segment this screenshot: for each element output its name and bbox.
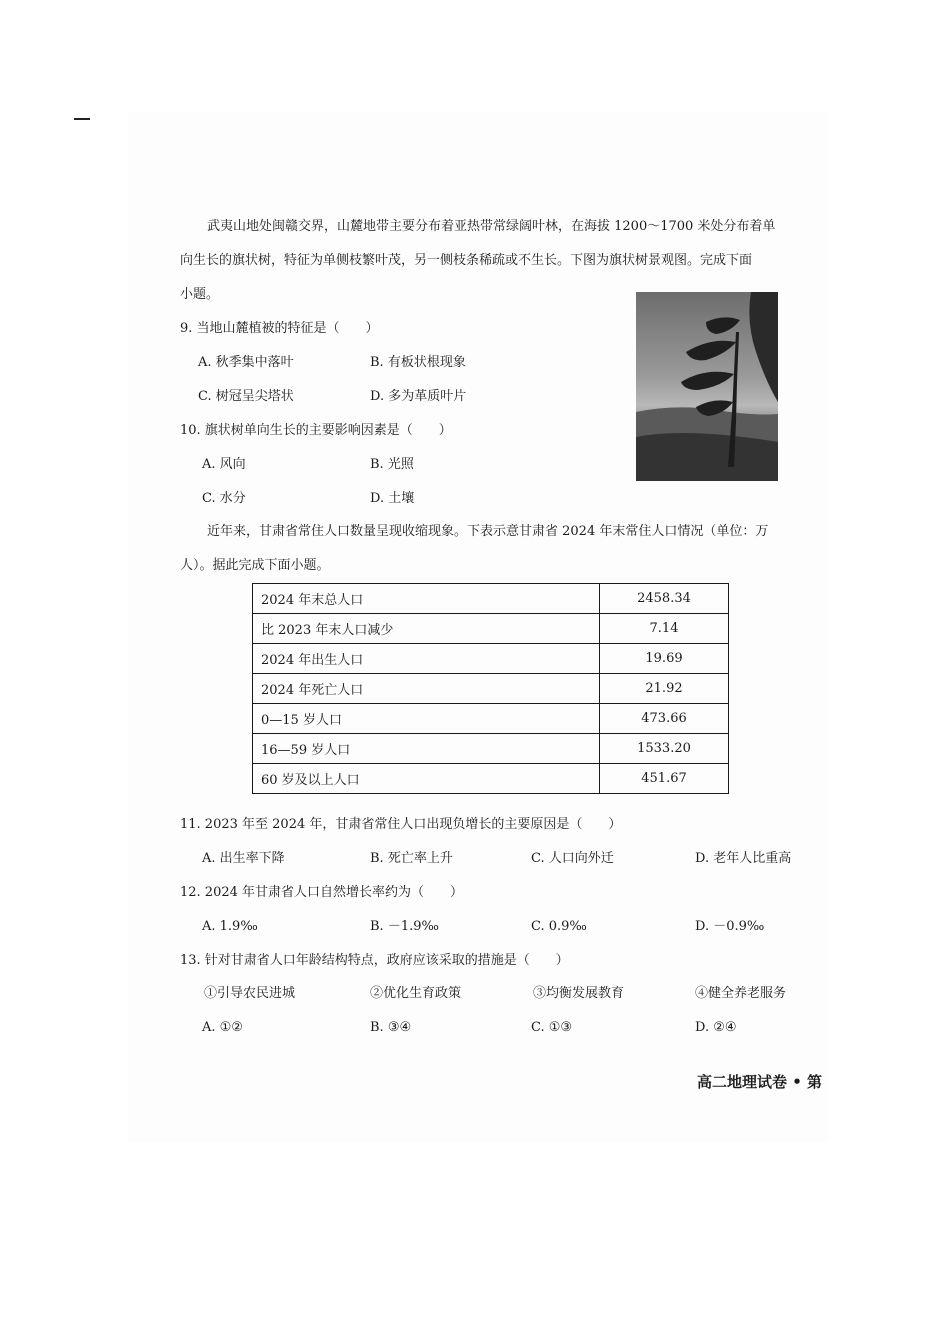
q13-stem: 13. 针对甘肃省人口年龄结构特点，政府应该采取的措施是（ ） — [180, 953, 569, 968]
row-label: 60 岁及以上人口 — [253, 764, 600, 794]
q10-option-b: B. 光照 — [370, 457, 414, 472]
row-value: 19.69 — [600, 644, 729, 674]
scan-mark — [74, 118, 90, 120]
row-value: 2458.34 — [600, 584, 729, 614]
page-footer: 高二地理试卷 • 第 — [697, 1073, 823, 1091]
q13-item-3: ③均衡发展教育 — [533, 986, 625, 1001]
table-row — [253, 764, 729, 794]
q12-stem: 12. 2024 年甘肃省人口自然增长率约为（ ） — [180, 885, 464, 900]
q10-stem: 10. 旗状树单向生长的主要影响因素是（ ） — [180, 423, 452, 438]
q12-option-a: A. 1.9‰ — [202, 919, 258, 934]
q9-option-d: D. 多为革质叶片 — [370, 389, 467, 404]
row-label: 2024 年末总人口 — [253, 584, 600, 614]
table-row — [253, 674, 729, 704]
q10-option-c: C. 水分 — [202, 491, 246, 506]
q11-stem: 11. 2023 年至 2024 年，甘肃省常住人口出现负增长的主要原因是（ ） — [180, 817, 622, 832]
q11-option-d: D. 老年人比重高 — [695, 851, 792, 866]
q12-option-c: C. 0.9‰ — [531, 919, 587, 934]
intro1-line3: 小题。 — [180, 287, 220, 302]
table-row — [253, 734, 729, 764]
q9-option-b: B. 有板状根现象 — [370, 355, 466, 370]
intro1-line1: 武夷山地处闽赣交界，山麓地带主要分布着亚热带常绿阔叶林，在海拔 1200～1700 米处分布着单 — [207, 219, 776, 234]
row-label: 2024 年出生人口 — [253, 644, 600, 674]
row-label: 比 2023 年末人口减少 — [253, 614, 600, 644]
table-row — [253, 614, 729, 644]
q9-stem: 9. 当地山麓植被的特征是（ ） — [180, 321, 379, 336]
q11-option-c: C. 人口向外迁 — [531, 851, 614, 866]
row-label: 0—15 岁人口 — [253, 704, 600, 734]
q12-option-b: B. －1.9‰ — [370, 919, 439, 934]
row-value: 473.66 — [600, 704, 729, 734]
q13-item-1: ①引导农民进城 — [204, 986, 296, 1001]
table-row — [253, 584, 729, 614]
flag-tree-image — [636, 292, 778, 481]
row-value: 451.67 — [600, 764, 729, 794]
row-label: 16—59 岁人口 — [253, 734, 600, 764]
q10-option-d: D. 土壤 — [370, 491, 415, 506]
row-value: 7.14 — [600, 614, 729, 644]
q13-option-a: A. ①② — [202, 1020, 243, 1035]
q13-option-d: D. ②④ — [695, 1020, 737, 1035]
row-value: 1533.20 — [600, 734, 729, 764]
q9-option-a: A. 秋季集中落叶 — [198, 355, 294, 370]
intro2-line2: 人）。据此完成下面小题。 — [180, 558, 330, 573]
q13-item-4: ④健全养老服务 — [695, 986, 787, 1001]
q10-option-a: A. 风向 — [202, 457, 246, 472]
intro1-line2: 向生长的旗状树，特征为单侧枝繁叶茂，另一侧枝条稀疏或不生长。下图为旗状树景观图。完成下面 — [180, 253, 753, 268]
q11-option-b: B. 死亡率上升 — [370, 851, 453, 866]
table-row — [253, 704, 729, 734]
q13-option-b: B. ③④ — [370, 1020, 412, 1035]
population-table — [252, 583, 729, 794]
table-row — [253, 644, 729, 674]
row-value: 21.92 — [600, 674, 729, 704]
q13-option-c: C. ①③ — [531, 1020, 573, 1035]
q9-option-c: C. 树冠呈尖塔状 — [198, 389, 294, 404]
q13-item-2: ②优化生育政策 — [370, 986, 462, 1001]
flag-tree-photo — [636, 292, 778, 481]
row-label: 2024 年死亡人口 — [253, 674, 600, 704]
q12-option-d: D. －0.9‰ — [695, 919, 765, 934]
intro2-line1: 近年来，甘肃省常住人口数量呈现收缩现象。下表示意甘肃省 2024 年末常住人口情况（单位：万 — [207, 524, 769, 539]
q11-option-a: A. 出生率下降 — [202, 851, 285, 866]
